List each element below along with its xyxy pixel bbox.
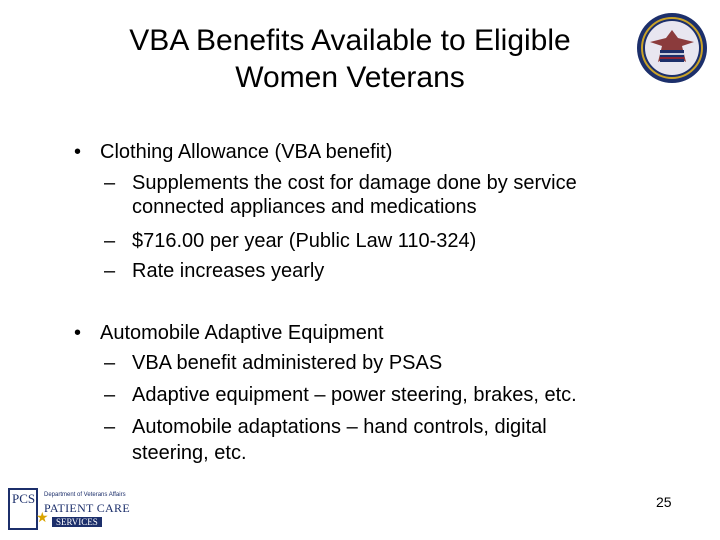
bullet-marker: • <box>74 141 82 163</box>
dash-marker: – <box>104 352 116 374</box>
bullet-marker: • <box>74 322 82 344</box>
subitem-supplements: Supplements the cost for damage done by service <box>132 172 577 194</box>
logo-department-text: Department of Veterans Affairs <box>44 492 126 498</box>
subitem-supplements-cont: connected appliances and medications <box>132 196 477 218</box>
subitem-adaptations-cont: steering, etc. <box>132 442 247 464</box>
logo-line-1: PATIENT CARE <box>44 501 130 515</box>
page-number: 25 <box>656 494 672 510</box>
dash-marker: – <box>104 230 116 252</box>
logo-line-2: SERVICES <box>52 517 102 527</box>
bullet-automobile-adaptive: Automobile Adaptive Equipment <box>100 322 384 344</box>
subitem-rate-amount: $716.00 per year (Public Law 110-324) <box>132 230 477 252</box>
dash-marker: – <box>104 384 116 406</box>
title-line-1: VBA Benefits Available to Eligible <box>129 24 571 57</box>
subitem-adaptations: Automobile adaptations – hand controls, digital <box>132 416 547 438</box>
subitem-psas: VBA benefit administered by PSAS <box>132 352 443 374</box>
dash-marker: – <box>104 416 116 438</box>
dash-marker: – <box>104 260 116 282</box>
dash-marker: – <box>104 172 116 194</box>
bullet-clothing-allowance: Clothing Allowance (VBA benefit) <box>100 141 393 163</box>
star-icon: ★ <box>36 509 49 525</box>
logo-box <box>8 488 38 530</box>
subitem-adaptive-equipment: Adaptive equipment – power steering, brakes, etc. <box>132 384 577 406</box>
title-line-2: Women Veterans <box>235 61 465 94</box>
subitem-rate-increases: Rate increases yearly <box>132 260 325 282</box>
patient-care-services-logo <box>8 488 130 532</box>
logo-letters: PCS <box>12 491 36 506</box>
